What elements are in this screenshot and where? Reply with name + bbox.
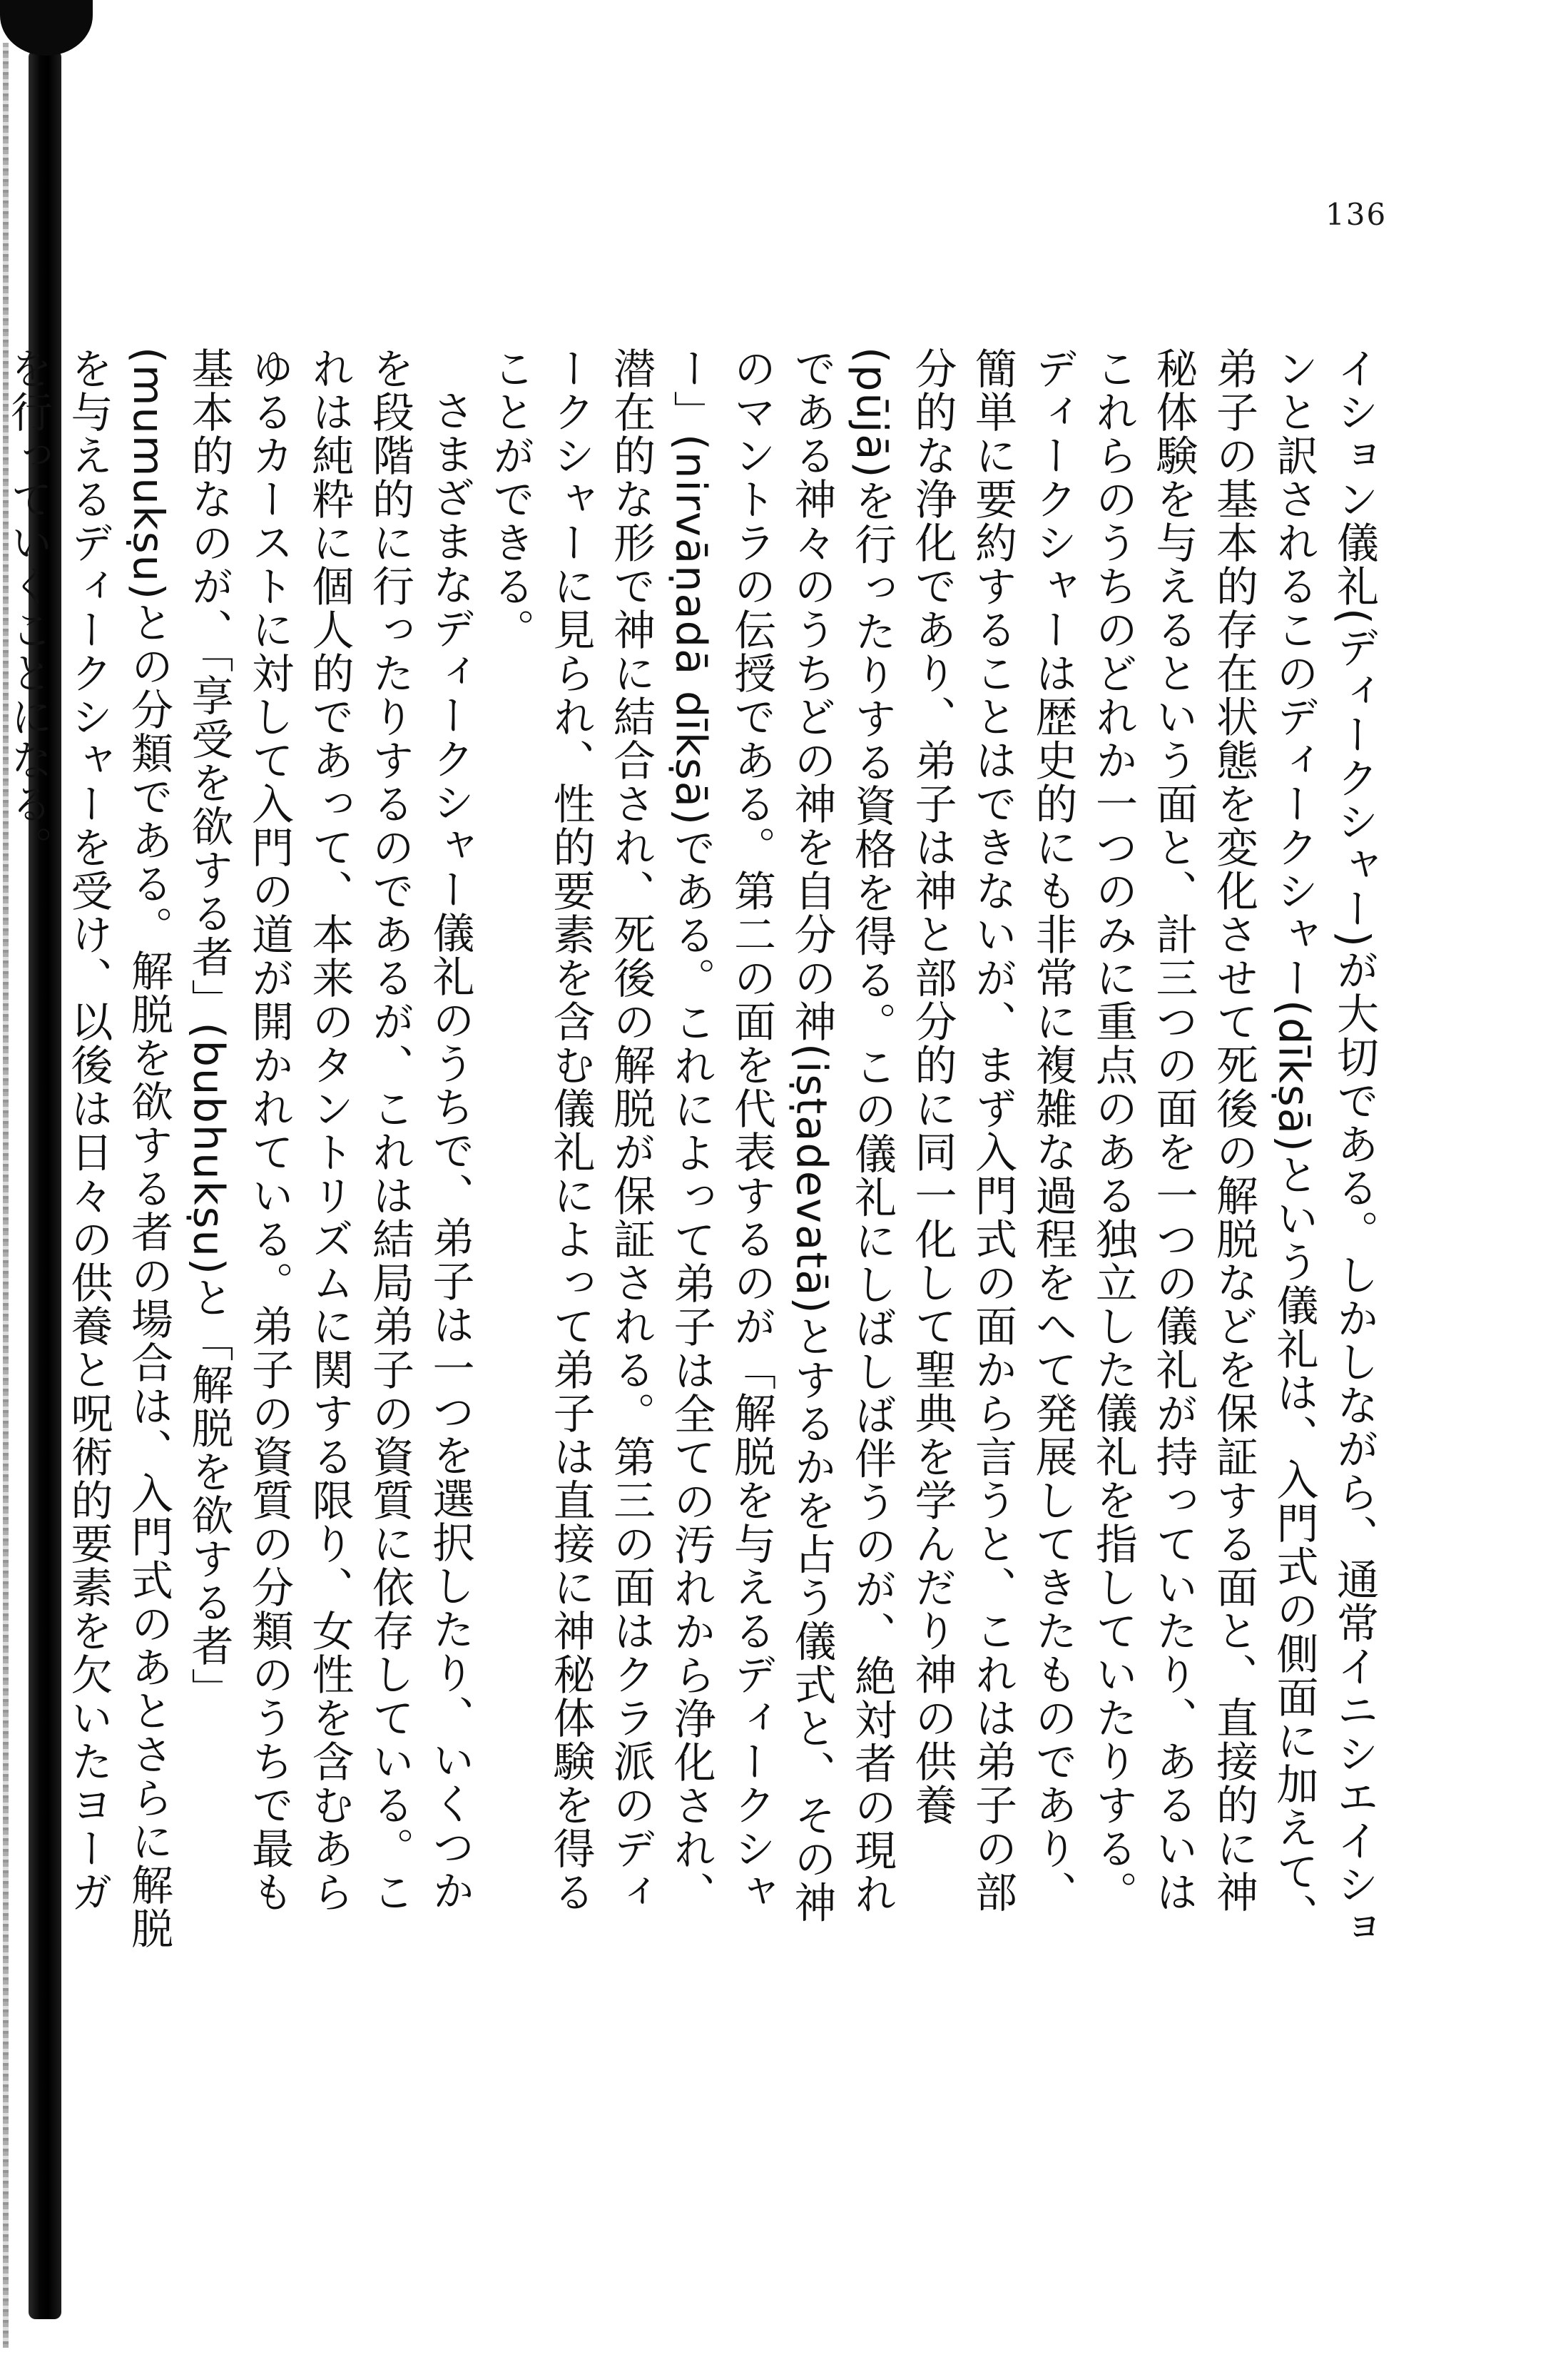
paragraph-continuation: イション儀礼(ディークシャー)が大切である。しかしながら、通常イニシエイションと訳されるこのディークシャー(dīkṣā)という儀礼は、入門式の側面に加えて、弟子の基本的存在状態を変化させて死後の解脱などを保証する面と、直接的に神秘体験を与えるという面と、計三つの面を一つの儀礼が持っていたり、あるいはこれらのうちのどれか一つのみに重点のある独立した儀礼を指していたりする。ディークシャーは歴史的にも非常に複雑な過程をへて発展してきたものであり、簡単に要約することはできないが、まず入門式の面から言うと、これは弟子の部分的な浄化であり、弟子は神と部分的に同一化して聖典を学んだり神の供養(pūjā)を行ったりする資格を得る。この儀礼にしばしば伴うのが、絶対者の現れである神々のうちどの神を自分の神(iṣṭadevatā)とするかを占う儀式と、その神のマントラの伝授である。第二の面を代表するのが「解脱を与えるディークシャー」(nirvāṇadā dīkṣā)である。これによって弟子は全ての汚れから浄化され、潜在的な形で神に結合され、死後の解脱が保証される。第三の面はクラ派のディークシャーに見られ、性的要素を含む儀礼によって弟子は直接に神秘体験を得ることができる。 (486, 347, 1379, 1950)
page-number: 136 (1325, 197, 1388, 232)
paragraph-disciple-qualification: さまざまなディークシャー儀礼のうちで、弟子は一つを選択したり、いくつかを段階的に行ったりするのであるが、これは結局弟子の資質に依存している。これは純粋に個人的であって、本来のタントリズムに関する限り、女性を含むあらゆるカーストに対して入門の道が開かれている。弟子の資質の分類のうちで最も基本的なのが、「享受を欲する者」(bubhukṣu)と「解脱を欲する者」(mumukṣu)との分類である。解脱を欲する者の場合は、入門式のあとさらに解脱を与えるディークシャーを受け、以後は日々の供養と呪術的要素を欠いたヨーガを行っていくことになる。 (4, 347, 475, 1951)
binding-cap (0, 0, 93, 56)
body-text (4, 347, 1384, 1952)
